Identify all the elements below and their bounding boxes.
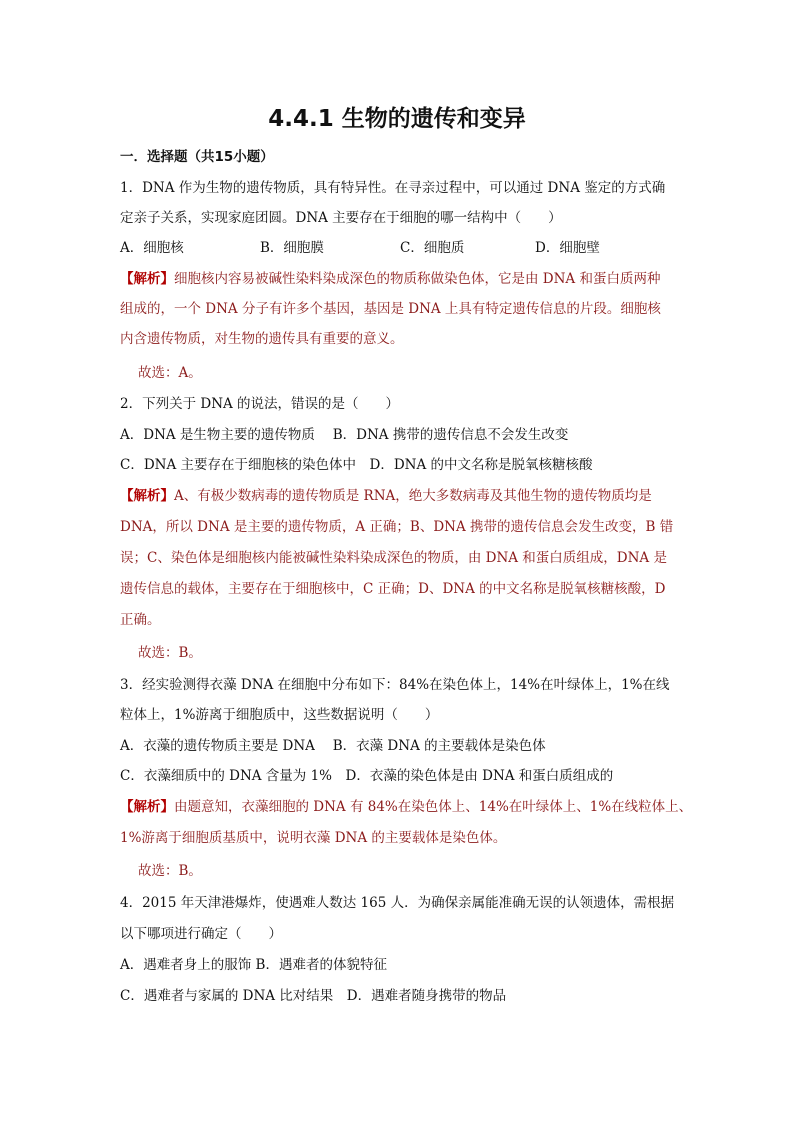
- q1-option-b[interactable]: B．细胞膜: [260, 240, 324, 256]
- q1-options: [120, 238, 680, 258]
- q1-line-2: 定亲子关系，实现家庭团圆。DNA 主要存在于细胞的哪一结构中（ ）: [120, 210, 562, 226]
- analysis-tag: 【解析】: [120, 488, 174, 504]
- q4-line-1: 4．2015 年天津港爆炸，使遇难人数达 165 人．为确保亲属能准确无误的认领遗体，需根据: [120, 895, 675, 911]
- q2-answer: 故选：B。: [138, 645, 202, 661]
- q2-analysis-2: DNA，所以 DNA 是主要的遗传物质，A 正确；B、DNA 携带的遗传信息会发生改变，B 错: [120, 519, 674, 535]
- q1-option-a[interactable]: A．细胞核: [120, 240, 184, 256]
- page-title: 4.4.1 生物的遗传和变异: [268, 106, 526, 132]
- q1-analysis-1: [120, 269, 680, 289]
- q1-option-d[interactable]: D．细胞壁: [535, 240, 600, 256]
- q3-analysis-1: [120, 797, 693, 817]
- q1-analysis-text: 细胞核内容易被碱性染料染成深色的物质称做染色体，它是由 DNA 和蛋白质两种: [174, 271, 661, 287]
- section-heading: 一．选择题（共15小题）: [120, 149, 274, 165]
- q2-analysis-5: 正确。: [120, 612, 161, 628]
- q3-analysis-2: 1%游离于细胞质基质中，说明衣藻 DNA 的主要载体是染色体。: [120, 830, 507, 846]
- q3-options-cd[interactable]: C．衣藻细质中的 DNA 含量为 1% D．衣藻的染色体是由 DNA 和蛋白质组成的: [120, 768, 614, 784]
- q1-analysis-3: 内含遗传物质，对生物的遗传具有重要的意义。: [120, 331, 404, 347]
- q2-analysis-4: 遗传信息的载体，主要存在于细胞核中，C 正确；D、DNA 的中文名称是脱氧核糖核酸，D: [120, 581, 666, 597]
- q2-analysis-3: 误；C、染色体是细胞核内能被碱性染料染成深色的物质，由 DNA 和蛋白质组成，DNA 是: [120, 550, 667, 566]
- q1-analysis-2: 组成的，一个 DNA 分子有许多个基因，基因是 DNA 上具有特定遗传信息的片段。细胞核: [120, 301, 661, 317]
- q2-options-ab[interactable]: A．DNA 是生物主要的遗传物质 B．DNA 携带的遗传信息不会发生改变: [120, 427, 569, 443]
- q2-analysis-text: A、有极少数病毒的遗传物质是 RNA，绝大多数病毒及其他生物的遗传物质均是: [174, 488, 652, 504]
- q4-options-cd[interactable]: C．遇难者与家属的 DNA 比对结果 D．遇难者随身携带的物品: [120, 988, 507, 1004]
- q4-line-2: 以下哪项进行确定（ ）: [120, 926, 282, 942]
- q1-option-c[interactable]: C．细胞质: [400, 240, 465, 256]
- q3-line-1: 3．经实验测得衣藻 DNA 在细胞中分布如下：84%在染色体上，14%在叶绿体上，1%在线: [120, 677, 670, 693]
- q2-line-1: 2．下列关于 DNA 的说法，错误的是（ ）: [120, 396, 400, 412]
- q3-answer: 故选：B。: [138, 863, 202, 879]
- q1-answer: 故选：A。: [138, 365, 202, 381]
- q2-options-cd[interactable]: C．DNA 主要存在于细胞核的染色体中 D．DNA 的中文名称是脱氧核糖核酸: [120, 457, 593, 473]
- analysis-tag: 【解析】: [120, 271, 174, 287]
- analysis-tag: 【解析】: [120, 799, 174, 815]
- q4-options-ab[interactable]: A．遇难者身上的服饰 B．遇难者的体貌特征: [120, 957, 387, 973]
- q1-line-1: 1．DNA 作为生物的遗传物质，具有特异性。在寻亲过程中，可以通过 DNA 鉴定的方式确: [120, 180, 666, 196]
- q2-analysis-1: [120, 486, 680, 506]
- q3-options-ab[interactable]: A．衣藻的遗传物质主要是 DNA B．衣藻 DNA 的主要载体是染色体: [120, 738, 546, 754]
- q3-line-2: 粒体上，1%游离于细胞质中，这些数据说明（ ）: [120, 707, 439, 723]
- q3-analysis-text: 由题意知，衣藻细胞的 DNA 有 84%在染色体上、14%在叶绿体上、1%在线粒体上、: [174, 799, 693, 815]
